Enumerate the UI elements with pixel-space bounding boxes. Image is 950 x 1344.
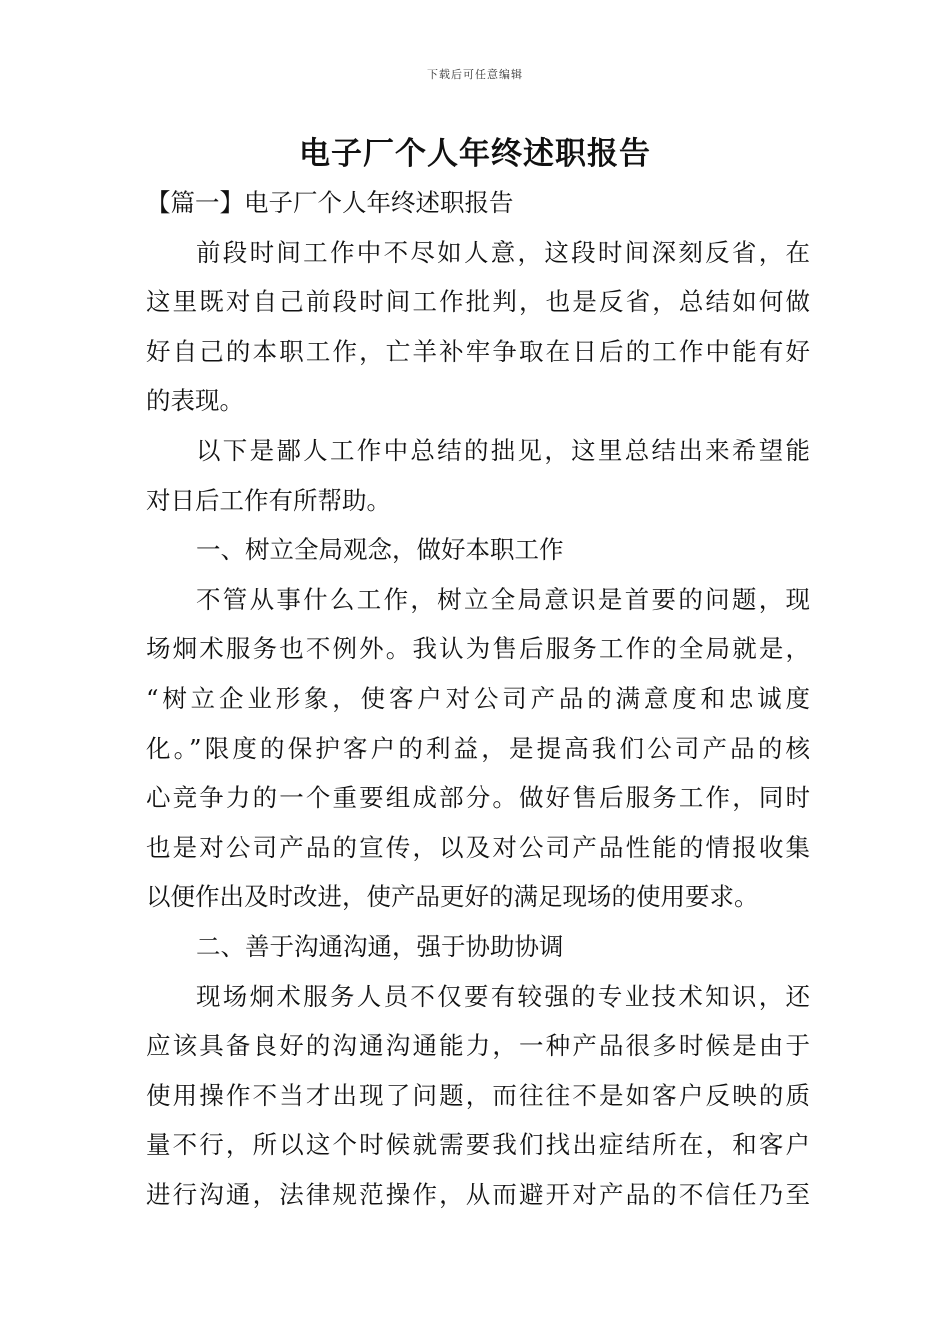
- paragraph: [146, 228, 810, 426]
- text-line: 的表现。: [146, 386, 244, 416]
- text-line: 对日后工作有所帮助。: [146, 485, 391, 515]
- document-title: 电子厂个人年终述职报告: [299, 136, 651, 172]
- paragraph: [146, 972, 810, 1220]
- text-line: 前段时间工作中不尽如人意，这段时间深刻反省，在: [196, 237, 810, 267]
- subheading: [146, 922, 810, 972]
- text-line: 好自己的本职工作，亡羊补牢争取在日后的工作中能有好: [146, 336, 810, 366]
- text-line: 以下是鄙人工作中总结的拙见，这里总结出来希望能: [196, 435, 810, 465]
- text-line: 不管从事什么工作，树立全局意识是首要的问题，现: [196, 584, 810, 614]
- header-note: 下载后可任意编辑: [427, 68, 523, 81]
- text-line: 心竞争力的一个重要组成部分。做好售后服务工作，同时: [146, 783, 810, 813]
- text-line: 场炯术服务也不例外。我认为售后服务工作的全局就是，: [146, 634, 810, 664]
- text-line: 现场炯术服务人员不仅要有较强的专业技术知识，还: [196, 981, 810, 1011]
- text-line: 使用操作不当才出现了问题，而往往不是如客户反映的质: [146, 1080, 810, 1110]
- text-line: 以便作出及时改进，使产品更好的满足现场的使用要求。: [146, 882, 759, 912]
- text-line: “树立企业形象，使客户对公司产品的满意度和忠诚度: [146, 683, 810, 713]
- text-line: 应该具备良好的沟通沟通能力，一种产品很多时候是由于: [146, 1031, 810, 1061]
- text-line: 也是对公司产品的宣传，以及对公司产品性能的情报收集: [146, 832, 810, 862]
- text-line: 进行沟通，法律规范操作，从而避开对产品的不信任乃至: [146, 1179, 810, 1209]
- paragraph: [146, 426, 810, 525]
- subheading-line: 一、树立全局观念，做好本职工作: [196, 535, 564, 565]
- document-body: [146, 178, 810, 1219]
- text-line: 化。”限度的保护客户的利益，是提高我们公司产品的核: [146, 733, 810, 763]
- section-heading: 【篇一】电子厂个人年终述职报告: [146, 188, 514, 217]
- subheading-line: 二、善于沟通沟通，强于协助协调: [196, 931, 564, 961]
- text-line: 这里既对自己前段时间工作批判，也是反省，总结如何做: [146, 287, 810, 317]
- subheading: [146, 525, 810, 575]
- text-line: 量不行，所以这个时候就需要我们找出症结所在，和客户: [146, 1130, 810, 1160]
- paragraph: [146, 575, 810, 922]
